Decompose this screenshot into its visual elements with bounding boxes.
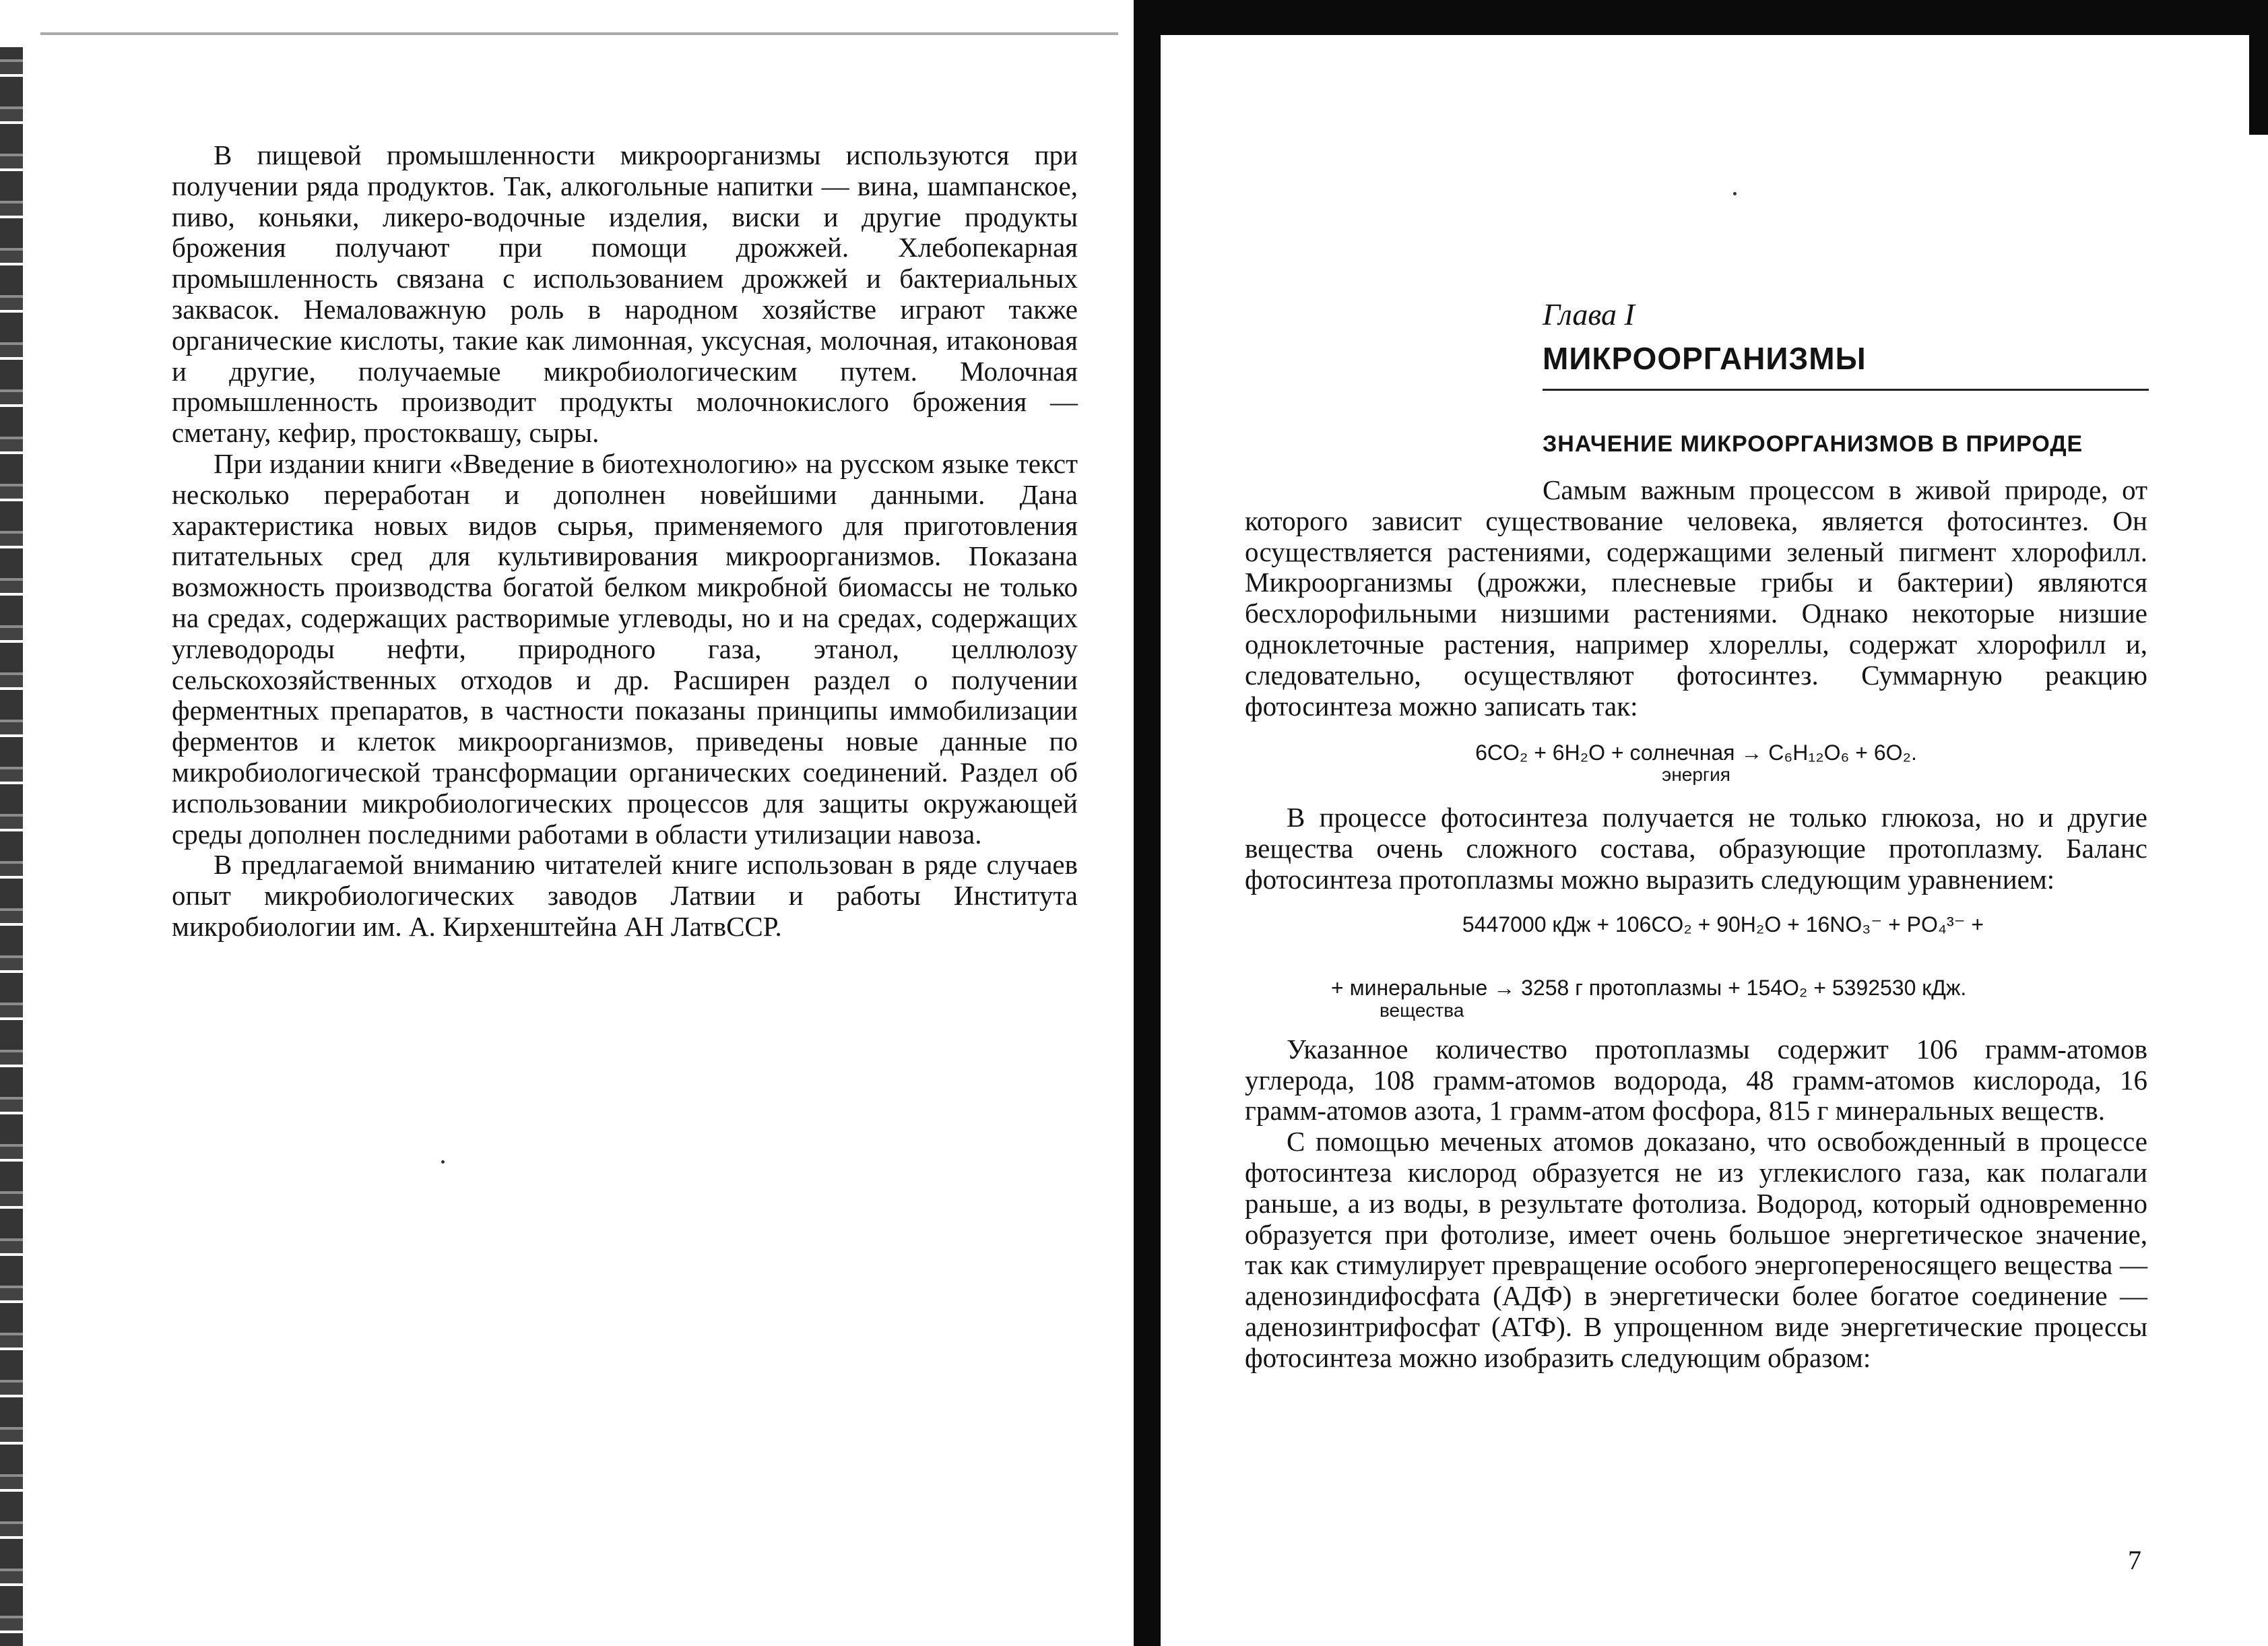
formula-2-line-1: 5447000 кДж + 106CO₂ + 90H₂O + 16NO₃⁻ + PO₄³⁻ + [1462,912,1984,937]
scan-speck [1733,192,1737,195]
left-paragraph-1: В пищевой промышленности микроорганизмы используются при получении ряда продуктов. Так, алкогольные напитки — вина, шампанское, пиво, коньяки, ликеро-водочные изделия, виски и другие продукты брожения получают при помощи дрожжей. Хлебопекарная промышленность связана с использованием дрожжей и бактериальных заквасок. Немаловажную роль в народном хозяйстве играют также органические кислоты, такие как лимонная, уксусная, молочная, итаконовая и другие, получаемые микробиологическим путем. Молочная промышленность производит продукты молочнокислого брожения — сметану, кефир, простоквашу, сыры. [172,139,1078,449]
photosynthesis-formula [1245,740,2147,785]
right-paragraph-1: Самым важным процессом в живой природе, от которого зависит существование человека, является фотосинтез. Он осуществляется растениями, содержащими зеленый пигмент хлорофилл. Микроорганизмы (дрожжи, плесневые грибы и бактерии) являются бесхлорофильными низшими растениями. Однако некоторые низшие одноклеточные растения, например хлореллы, содержат хлорофилл и, следовательно, осуществляют фотосинтез. Суммарную реакцию фотосинтеза можно записать так: [1245,474,2147,722]
chapter-label: Глава I [1543,297,1635,331]
scan-right-edge [2249,0,2268,135]
right-paragraph-3: Указанное количество протоплазмы содержит 106 грамм-атомов углерода, 108 грамм-атомов водорода, 48 грамм-атомов кислорода, 16 грамм-атомов азота, 1 грамм-атом фосфора, 815 г минеральных веществ. [1245,1033,2147,1127]
left-paragraph-3: В предлагаемой вниманию читателей книге использован в ряде случаев опыт микробиологических заводов Латвии и работы Института микробиологии им. А. Кирхенштейна АН ЛатвССР. [172,849,1078,942]
right-paragraph-4: С помощью меченых атомов доказано, что освобожденный в процессе фотосинтеза кислород образуется не из углекислого газа, как полагали раньше, а из воды, в результате фотолиза. Водород, который одновременно образуется при фотолизе, имеет очень большое энергетическое значение, так как стимулирует превращение особого энергопереносящего вещества — аденозиндифосфата (АДФ) в энергетически более богатое соединение — аденозинтрифосфат (АТФ). В упрощенном виде энергетические процессы фотосинтеза можно изобразить следующим образом: [1245,1126,2147,1373]
scan-top-band [1134,0,2268,35]
left-page [172,140,1078,943]
formula-1-main: 6CO₂ + 6H₂O + солнечная → C₆H₁₂O₆ + 6O₂. [1475,740,1917,765]
formula-1-sub: энергия [1662,764,1730,786]
right-paragraph-2: В процессе фотосинтеза получается не только глюкоза, но и другие вещества очень сложного состава, образующие протоплазму. Баланс фотосинтеза протоплазмы можно выразить следующим уравнением: [1245,802,2147,895]
book-spine [1134,0,1161,1646]
formula-2-line-2: + минеральные → 3258 г протоплазмы + 154O₂ + 5392530 кДж. [1331,975,1967,1000]
left-paragraph-2: При издании книги «Введение в биотехнологию» на русском языке текст несколько переработан и дополнен новейшими данными. Дана характеристика новых видов сырья, применяемого для приготовления питательных сред для культивирования микроорганизмов. Показана возможность производства богатой белком микробной биомассы не только на средах, содержащих растворимые углеводы, но и на средах, содержащих углеводороды нефти, природного газа, этанол, целлюлозу сельскохозяйственных отходов и др. Расширен раздел о получении ферментных препаратов, в частности показаны принципы иммобилизации ферментов и клеток микроорганизмов, приведены новые данные по микробиологической трансформации органических соединений. Раздел об использовании микробиологических процессов для защиты окружающей среды дополнен последними работами в области утилизации навоза. [172,447,1078,850]
chapter-rule [1543,389,2149,391]
protoplasm-formula [1245,912,2147,1021]
scan-top-edge [40,32,1118,35]
scan-left-edge [0,47,23,1646]
scan-speck [441,1160,445,1164]
page-number: 7 [2128,1545,2141,1575]
chapter-title: МИКРООРГАНИЗМЫ [1543,341,1867,376]
section-title: ЗНАЧЕНИЕ МИКРООРГАНИЗМОВ В ПРИРОДЕ [1543,431,2083,457]
right-page [1245,202,2147,1374]
formula-2-sub: вещества [1380,999,1464,1021]
